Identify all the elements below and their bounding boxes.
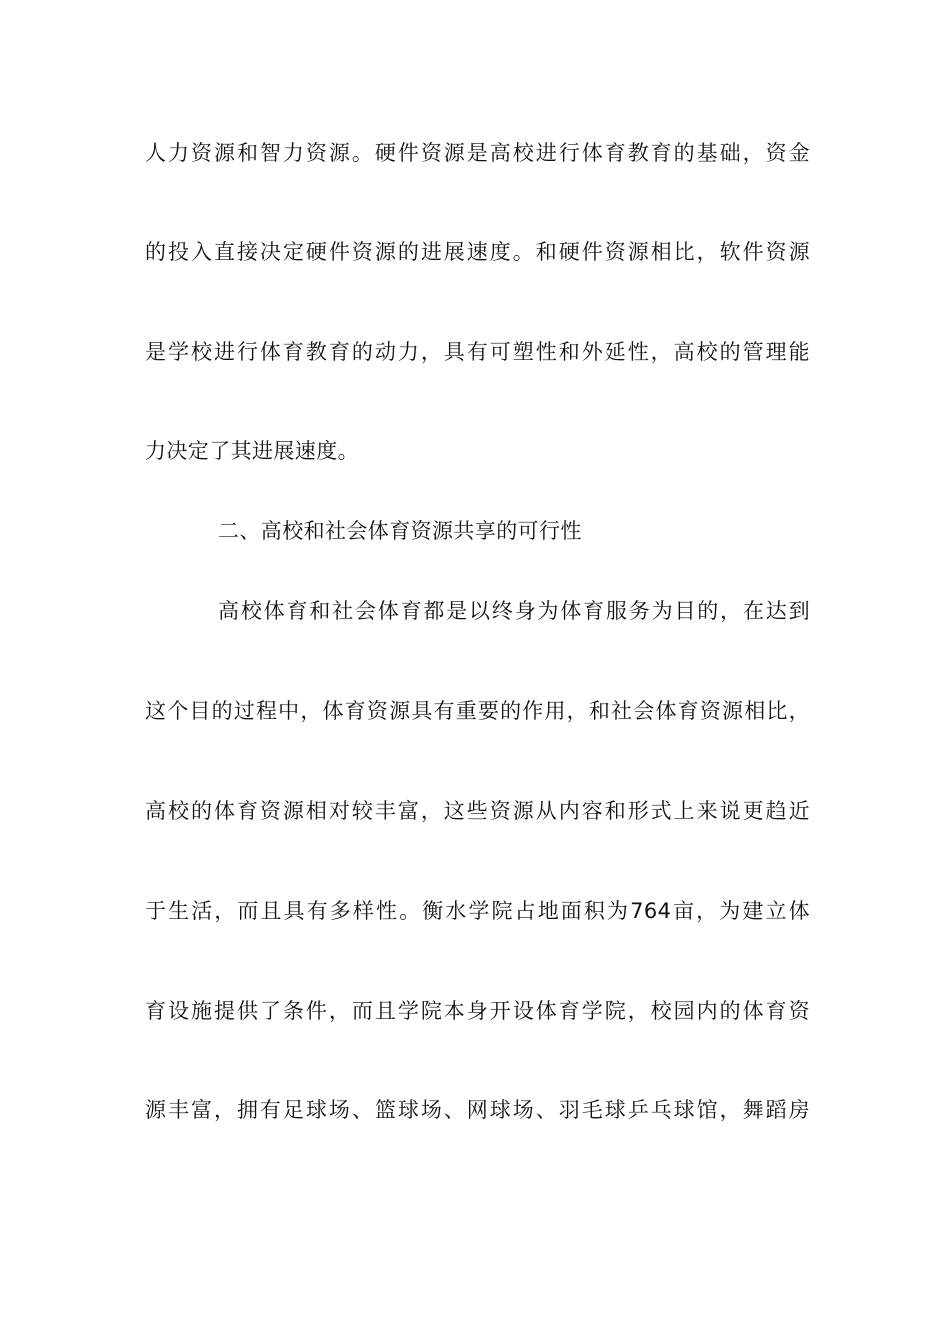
paragraph-line: 是学校进行体育教育的动力，具有可塑性和外延性，高校的管理能	[145, 340, 810, 364]
paragraph-line: 源丰富，拥有足球场、篮球场、网球场、羽毛球乒乓球馆，舞蹈房	[145, 1098, 810, 1122]
paragraph-line: 育设施提供了条件，而且学院本身开设体育学院，校园内的体育资	[145, 999, 810, 1023]
paragraph-line: 这个目的过程中，体育资源具有重要的作用，和社会体育资源相比，	[145, 699, 810, 723]
paragraph-line: 的投入直接决定硬件资源的进展速度。和硬件资源相比，软件资源	[145, 240, 810, 264]
paragraph-line: 人力资源和智力资源。硬件资源是高校进行体育教育的基础，资金	[145, 141, 810, 165]
paragraph-line: 高校的体育资源相对较丰富，这些资源从内容和形式上来说更趋近	[145, 799, 810, 823]
paragraph-line: 高校体育和社会体育都是以终身为体育服务为目的，在达到	[218, 599, 810, 623]
paragraph-line: 力决定了其进展速度。	[145, 439, 359, 463]
paragraph-line: 于生活，而且具有多样性。衡水学院占地面积为764亩，为建立体	[145, 899, 810, 923]
section-heading: 二、高校和社会体育资源共享的可行性	[218, 519, 582, 543]
